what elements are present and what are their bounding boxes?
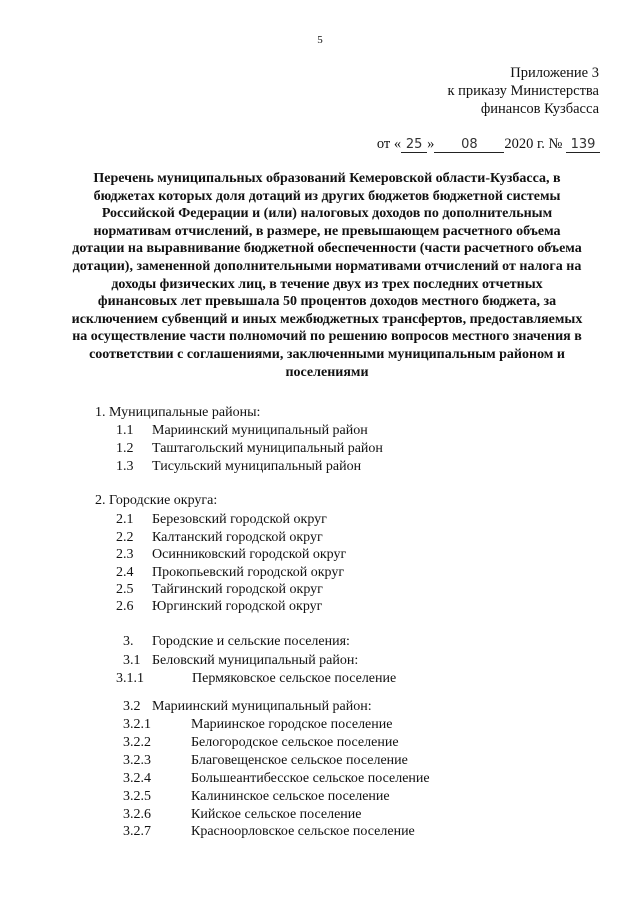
date-middle: » <box>427 136 435 152</box>
date-year: 2020 г. № <box>504 136 563 152</box>
list-item <box>123 734 399 752</box>
item-text: Осинниковский городской округ <box>152 547 347 562</box>
handwritten-order-number: 139 <box>566 137 600 153</box>
item-text: Юргинский городской округ <box>152 599 323 614</box>
item-number: 3.2.2 <box>123 735 151 750</box>
item-number: 2.6 <box>116 599 134 614</box>
item-number: 2.2 <box>116 530 134 545</box>
page-number: 5 <box>317 34 323 46</box>
item-text: Березовский городской округ <box>152 512 327 527</box>
item-text: Кийское сельское поселение <box>191 807 362 822</box>
subsection-3-1-heading <box>123 652 358 670</box>
item-number: 1.3 <box>116 459 134 474</box>
item-text: Пермяковское сельское поселение <box>192 671 397 686</box>
date-prefix: от « <box>376 136 402 152</box>
item-text: Тисульский муниципальный район <box>152 459 362 474</box>
item-text: Белогородское сельское поселение <box>191 735 399 750</box>
item-number: 2.4 <box>116 565 134 580</box>
item-number: 2.5 <box>116 582 134 597</box>
section-2-heading: 2. Городские округа: <box>95 493 218 508</box>
list-item <box>116 422 368 440</box>
item-number: 3.1.1 <box>116 671 144 686</box>
list-item <box>116 511 327 529</box>
item-text: Мариинское городское поселение <box>191 717 393 732</box>
item-number: 3.2.1 <box>123 717 151 732</box>
item-text: Благовещенское сельское поселение <box>191 753 408 768</box>
subsection-number: 3.2 <box>123 699 141 714</box>
item-number: 2.3 <box>116 547 134 562</box>
subsection-3-2-heading <box>123 698 372 716</box>
item-text: Тайгинский городской округ <box>152 582 323 597</box>
list-item <box>116 529 323 547</box>
subsection-number: 3.1 <box>123 653 141 668</box>
item-text: Калининское сельское поселение <box>191 789 390 804</box>
item-text: Мариинский муниципальный район <box>152 423 368 438</box>
list-item <box>123 752 408 770</box>
order-date-line <box>377 136 600 153</box>
list-item <box>116 581 323 599</box>
subsection-title: Мариинский муниципальный район: <box>152 699 372 714</box>
list-item <box>116 546 346 564</box>
list-item <box>123 788 390 806</box>
list-item <box>116 440 383 458</box>
item-text: Калтанский городской округ <box>152 530 323 545</box>
list-item <box>123 806 362 824</box>
item-number: 3.2.6 <box>123 807 151 822</box>
item-text: Красноорловское сельское поселение <box>191 824 415 839</box>
item-text: Таштагольский муниципальный район <box>152 441 383 456</box>
item-number: 3.2.4 <box>123 771 151 786</box>
subsection-title: Беловский муниципальный район: <box>152 653 359 668</box>
item-number: 3.2.7 <box>123 824 151 839</box>
section-3-number: 3. <box>123 634 134 649</box>
list-item <box>116 670 396 688</box>
section-3-heading <box>123 633 350 651</box>
document-title: Перечень муниципальных образований Кемеровской области-Кузбасса, в бюджетах которых доля дотаций из других бюджетов бюджетной системы Российской Федерации и (или) налоговых доходов по дополнительным нормативам отчислений, в размере, не превышающем расчетного объема дотации на выравнивание бюджетной обеспеченности (части расчетного объема дотации), замененной дополнительными нормативами отчислений от налога на доходы физических лиц, в течение двух из трех последних отчетных финансовых лет превышала 50 процентов доходов местного бюджета, за исключением субвенций и иных межбюджетных трансфертов, предоставляемых на осуществление части полномочий по решению вопросов местного значения в соответствии с соглашениями, заключенными муниципальным районом и поселениями <box>71 171 583 380</box>
handwritten-month: 08 <box>434 137 504 153</box>
section-3-title: Городские и сельские поселения: <box>152 634 350 649</box>
appendix-line-1: Приложение 3 <box>510 65 599 81</box>
list-item <box>123 716 392 734</box>
list-item <box>116 458 361 476</box>
section-1-heading: 1. Муниципальные районы: <box>95 405 261 420</box>
list-item <box>116 598 322 616</box>
item-text: Прокопьевский городской округ <box>152 565 345 580</box>
appendix-line-2: к приказу Министерства <box>447 83 599 99</box>
appendix-header <box>448 64 600 118</box>
list-item <box>123 770 430 788</box>
item-number: 3.2.3 <box>123 753 151 768</box>
handwritten-day: 25 <box>401 137 427 153</box>
item-number: 2.1 <box>116 512 134 527</box>
list-item <box>116 564 344 582</box>
item-number: 1.1 <box>116 423 134 438</box>
item-number: 3.2.5 <box>123 789 151 804</box>
list-item <box>123 823 415 841</box>
appendix-line-3: финансов Кузбасса <box>480 101 599 117</box>
item-text: Большеантибесское сельское поселение <box>191 771 430 786</box>
item-number: 1.2 <box>116 441 134 456</box>
